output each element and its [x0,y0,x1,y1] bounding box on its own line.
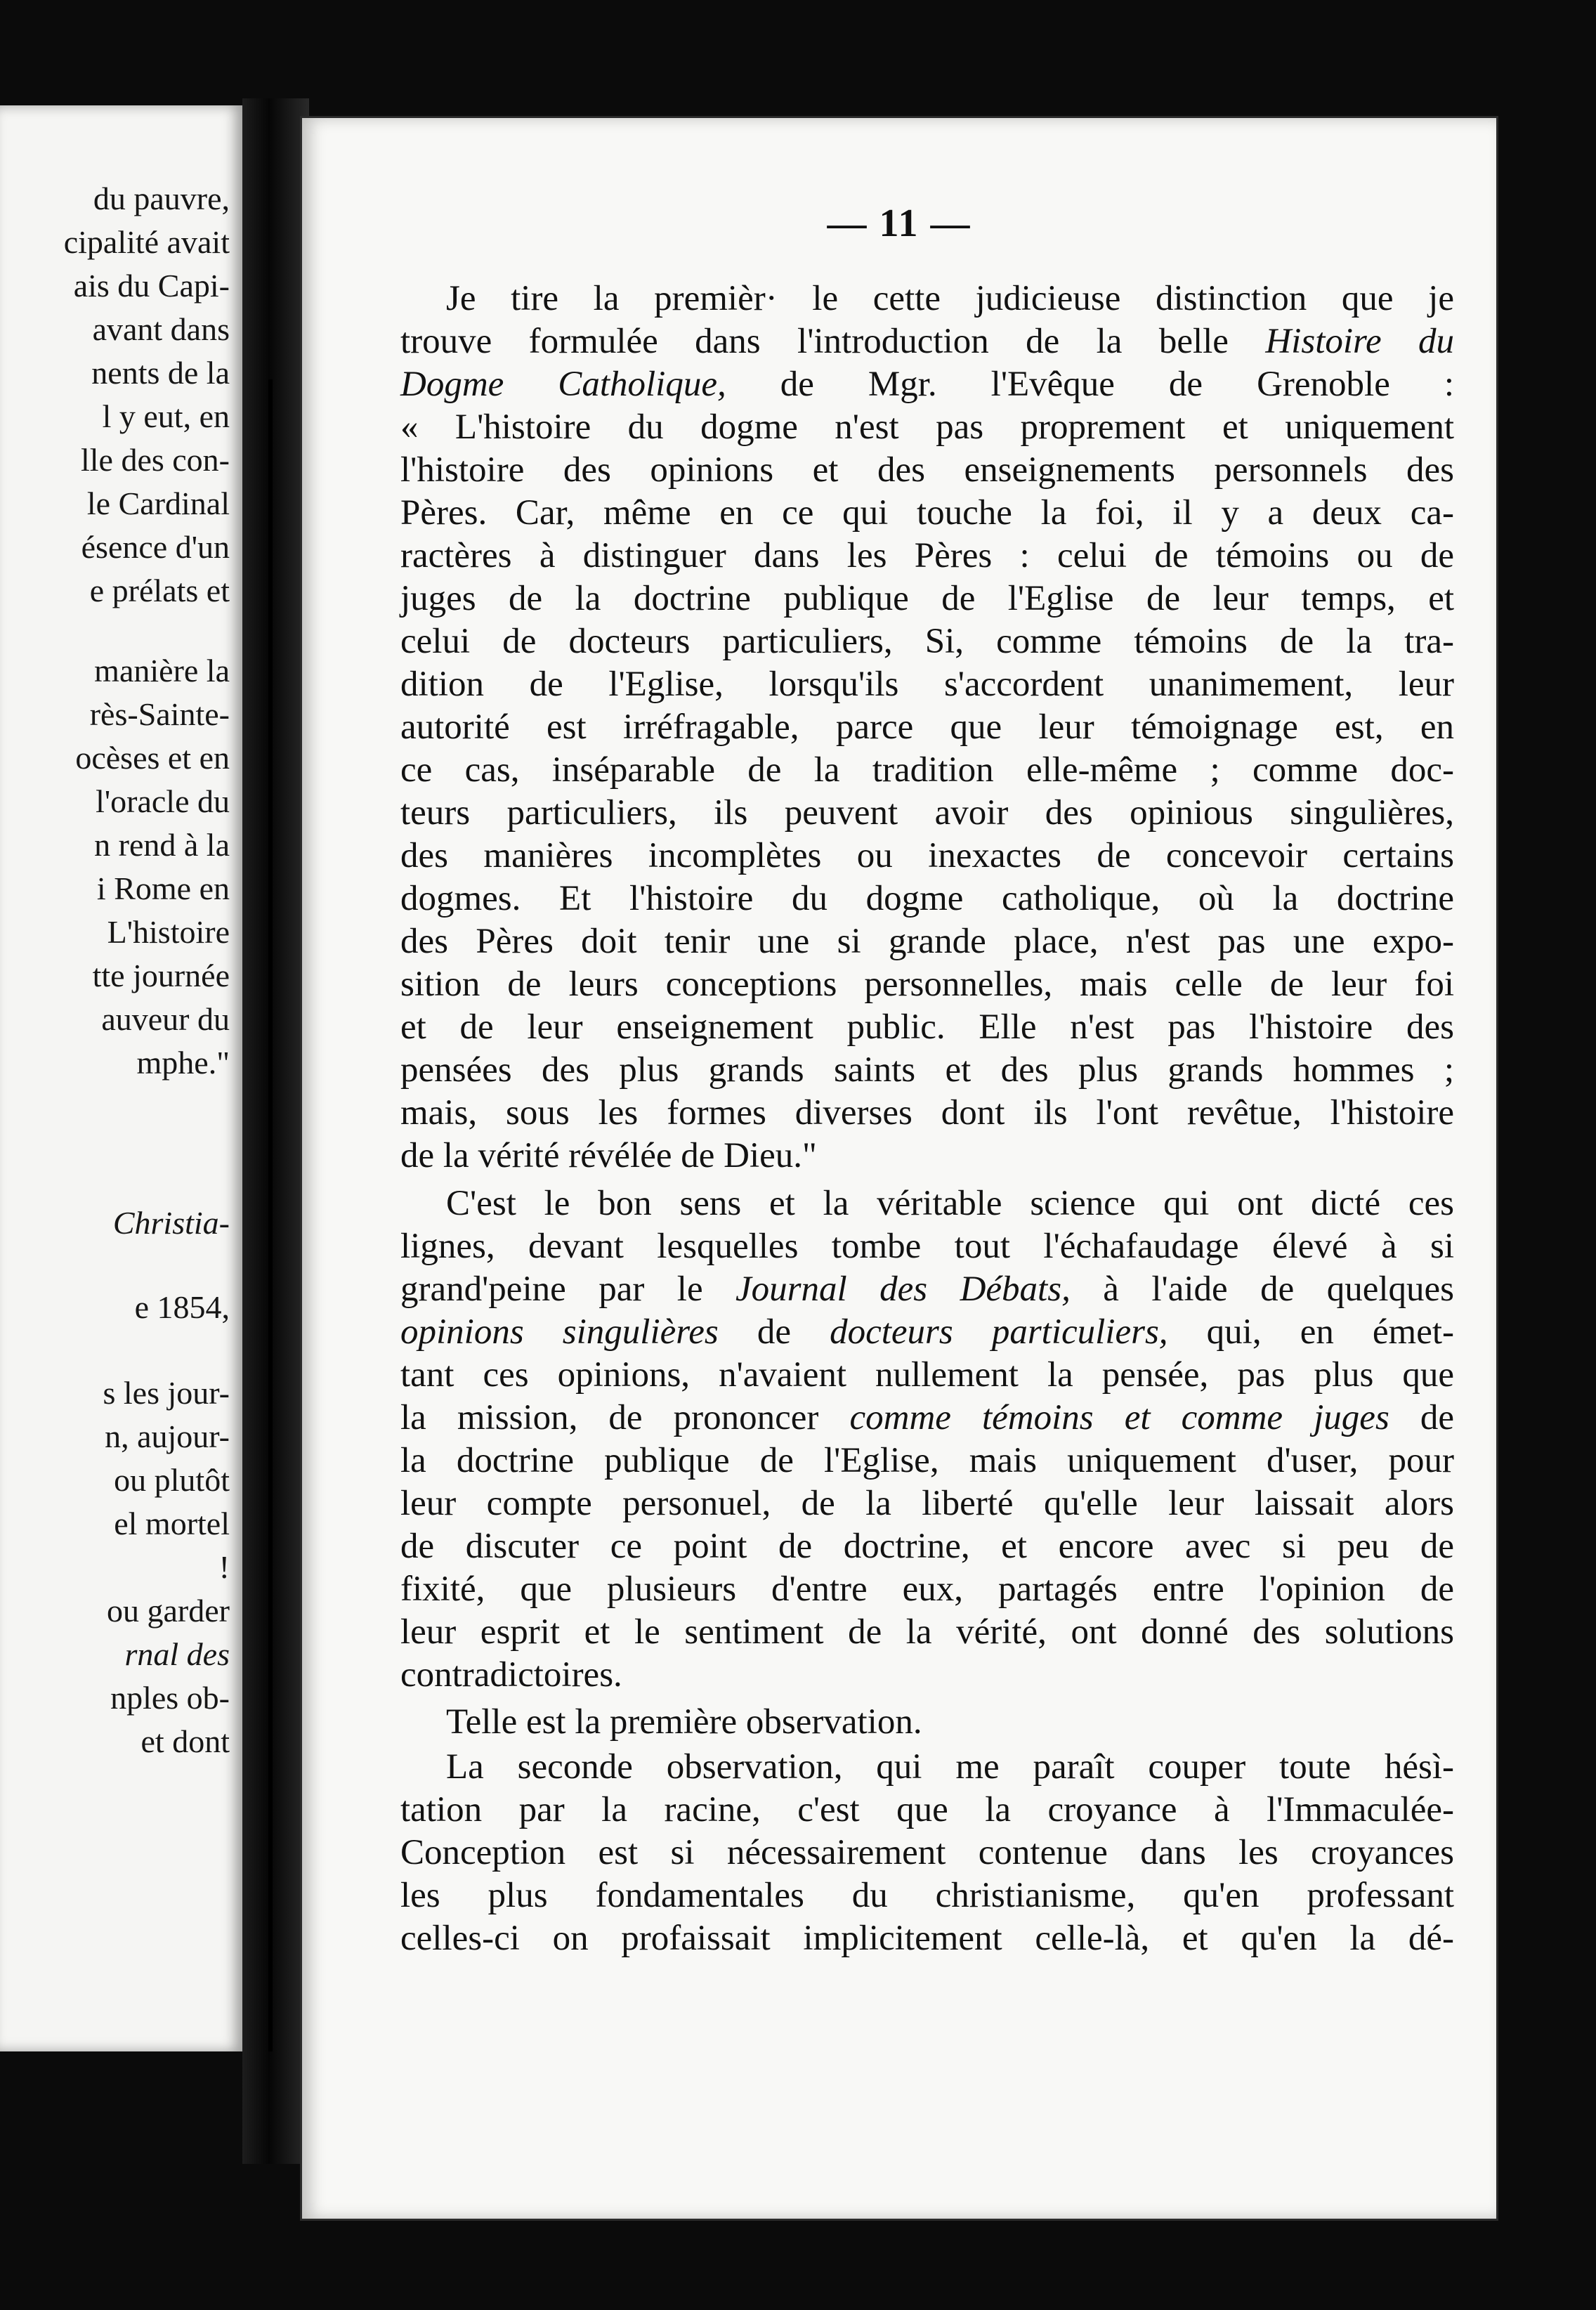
text-line: de discuter ce point de doctrine, et encore avec si peu de [400,1527,1454,1566]
left-page-line: mphe." [136,1045,230,1081]
text-line: Telle est la première observation. [446,1702,922,1742]
left-page-line: le Cardinal [86,485,230,521]
left-page-line: avant dans [92,311,230,347]
text-line: fixité, que plusieurs d'entre eux, partagés entre l'opinion de [400,1570,1454,1609]
text-line: des Pères doit tenir une si grande place, n'est pas une expo- [400,922,1454,961]
text-line: et de leur enseignement public. Elle n'est pas l'histoire des [400,1007,1454,1047]
text-line: autorité est irréfragable, parce que leur témoignage est, en [400,707,1454,747]
text-line: C'est le bon sens et la véritable science qui ont dicté ces [446,1184,1454,1223]
left-page-line: n rend à la [94,827,230,863]
text-line: leur compte personuel, de la liberté qu'elle leur laissait alors [400,1484,1454,1523]
left-page-line: cipalité avait [63,224,230,260]
text-line: juges de la doctrine publique de l'Eglise de leur temps, et [400,579,1454,618]
text-line: celui de docteurs particuliers, Si, comme témoins de la tra- [400,622,1454,661]
left-page-line: i Rome en [96,870,230,906]
text-line: teurs particuliers, ils peuvent avoir des opinious singulières, [400,793,1454,833]
page-number: — 11 — [827,202,972,245]
left-page-line: et dont [140,1723,230,1759]
book-gutter [242,98,309,2164]
left-facing-page [0,105,242,2051]
left-page-line: ocèses et en [75,740,230,776]
text-line: ce cas, inséparable de la tradition elle-même ; comme doc- [400,750,1454,790]
left-page-line: ou plutôt [114,1462,230,1498]
left-page-line: auveur du [101,1001,230,1037]
left-page-line: ! [218,1549,230,1585]
text-line: mais, sous les formes diverses dont ils l'ont revêtue, l'histoire [400,1093,1454,1133]
main-page [302,118,1496,2219]
text-line: « L'histoire du dogme n'est pas proprement et uniquement [400,407,1454,447]
left-page-line: n, aujour- [105,1418,230,1454]
text-line: contradictoires. [400,1655,622,1695]
left-page-line: Christia- [112,1205,230,1241]
text-line: Conception est si nécessairement contenue dans les croyances [400,1833,1454,1872]
text-line: Pères. Car, même en ce qui touche la foi, il y a deux ca- [400,493,1454,533]
text-line: les plus fondamentales du christianisme, qu'en professant [400,1876,1454,1915]
left-page-line: e prélats et [89,573,230,608]
text-line: des manières incomplètes ou inexactes de concevoir certains [400,836,1454,875]
text-line: Je tire la premièr· le cette judicieuse distinction que je [446,279,1454,318]
left-page-line: ésence d'un [81,529,230,565]
text-line: trouve formulée dans l'introduction de la belle Histoire du [400,322,1455,361]
left-page-line: el mortel [114,1506,230,1541]
text-line: leur esprit et le sentiment de la vérité, ont donné des solutions [400,1612,1454,1652]
text-line: de la vérité révélée de Dieu." [400,1136,817,1175]
text-line: l'histoire des opinions et des enseignements personnels des [400,450,1454,490]
text-line: opinions singulières de docteurs particuliers, qui, en émet- [400,1312,1455,1352]
text-line: sition de leurs conceptions personnelles, mais celle de leur foi [400,965,1454,1004]
text-line: dogmes. Et l'histoire du dogme catholique, où la doctrine [400,879,1454,918]
text-line: grand'peine par le Journal des Débats, à l'aide de quelques [400,1270,1454,1309]
left-page-line: l'oracle du [96,783,230,819]
text-line: tation par la racine, c'est que la croyance à l'Immaculée- [400,1790,1454,1829]
text-line: la mission, de prononcer comme témoins et comme juges de [400,1398,1455,1437]
text-line: ractères à distinguer dans les Pères : celui de témoins ou de [400,536,1454,575]
left-page-line: ou garder [107,1593,230,1629]
left-page-line: nents de la [91,355,230,391]
text-line: lignes, devant lesquelles tombe tout l'échafaudage élevé à si [400,1227,1454,1266]
text-line: La seconde observation, qui me paraît couper toute hésì- [446,1747,1454,1787]
left-page-line: tte journée [92,958,230,993]
left-page-line: rès-Sainte- [89,696,230,732]
left-page-line: du pauvre, [93,181,230,216]
gutter-edge [268,379,273,2051]
left-page-line: s les jour- [103,1375,230,1411]
left-page-line: lle des con- [80,442,230,478]
text-line: la doctrine publique de l'Eglise, mais uniquement d'user, pour [400,1441,1454,1480]
left-page-line: L'histoire [107,914,230,950]
left-page-line: ais du Capi- [73,268,230,304]
text-line: pensées des plus grands saints et des plus grands hommes ; [400,1050,1454,1090]
left-page-line: manière la [94,653,230,689]
text-line: tant ces opinions, n'avaient nullement la pensée, pas plus que [400,1355,1454,1395]
left-page-line: l y eut, en [102,398,230,434]
text-line: dition de l'Eglise, lorsqu'ils s'accordent unanimement, leur [400,665,1454,704]
left-page-line: nples ob- [110,1680,230,1716]
text-line: celles-ci on profaissait implicitement celle-là, et qu'en la dé- [400,1919,1454,1958]
left-page-line: e 1854, [134,1289,230,1325]
text-line: Dogme Catholique, de Mgr. l'Evêque de Grenoble : [400,365,1455,404]
left-page-line: rnal des [124,1636,230,1672]
